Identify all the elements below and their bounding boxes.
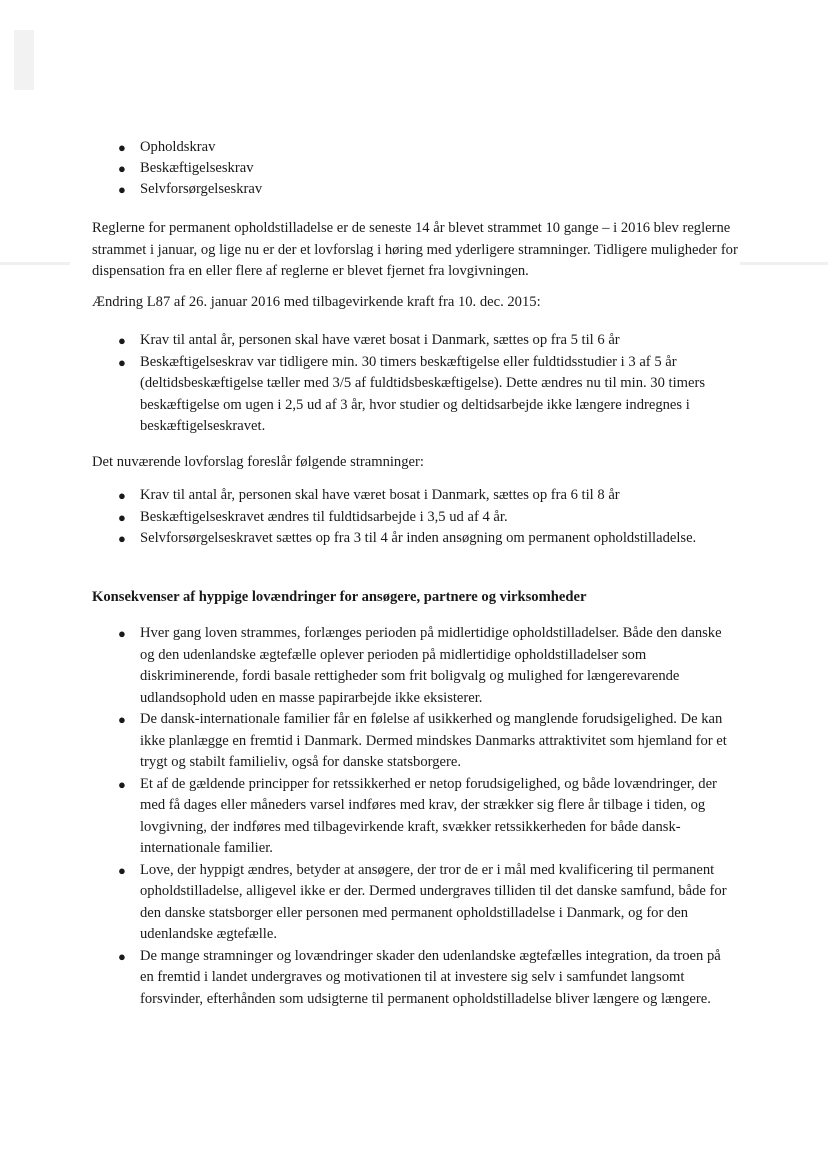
proposal-list	[118, 485, 738, 550]
scan-artifact	[0, 262, 70, 265]
bullet-icon: ●	[118, 354, 126, 370]
bullet-icon: ●	[118, 948, 126, 964]
bullet-icon: ●	[118, 488, 126, 503]
bullet-icon: ●	[118, 161, 126, 176]
requirements-list	[118, 137, 740, 200]
bullet-icon: ●	[118, 776, 126, 792]
section-heading: Konsekvenser af hyppige lovændringer for ansøgere, partnere og virksomheder	[92, 589, 587, 605]
paragraph-amendment-l87: Ændring L87 af 26. januar 2016 med tilbagevirkende kraft fra 10. dec. 2015:	[92, 294, 541, 310]
scan-artifact	[740, 262, 828, 265]
list-item: ● De mange stramninger og lovændringer skader den udenlandske ægtefælles integration, da troen på en fremtid i landet undergraves og motivationen til at investere sig selv i samfundet langsomt forsvinder, efterhånden som udsigterne til permanent opholdstilladelse bliver længere og længere.	[118, 947, 721, 1007]
list-item: ● Krav til antal år, personen skal have været bosat i Danmark, sættes op fra 6 til 8 år	[140, 485, 738, 507]
list-item: ● Beskæftigelseskrav var tidligere min. 30 timers beskæftigelse eller fuldtidsstudier i 3 af 5 år (deltidsbeskæftigelse tæller med 3/5 af fuldtidsbeskæftigelse). Dette ændres nu til min. 30 timers beskæftigelse om ugen i 2,5 ud af 3 år, hvor studier og deltidsarbejde ikke længere indregnes i beskæftigelseskravet.	[118, 353, 706, 434]
scan-artifact	[14, 30, 34, 90]
list-item: ● Beskæftigelseskrav	[140, 158, 740, 179]
bullet-icon: ●	[118, 626, 126, 641]
paragraph-tightening-history: Reglerne for permanent opholdstilladelse er de seneste 14 år blevet strammet 10 gange – i 2016 blev reglerne strammet i januar, og lige nu er der et lovforslag i høring med yderligere stramninger. Tidligere muligheder for dispensation fra en eller flere af reglerne er blevet fjernet fra lovgivningen.	[92, 220, 738, 279]
consequences-list	[118, 623, 738, 1010]
list-item: ● Selvforsørgelseskravet sættes op fra 3 til 4 år inden ansøgning om permanent opholdstilladelse.	[140, 528, 738, 550]
bullet-icon: ●	[118, 509, 126, 525]
amendment-list	[118, 330, 738, 438]
bullet-icon: ●	[118, 862, 126, 878]
bullet-icon: ●	[118, 182, 126, 197]
bullet-icon: ●	[118, 712, 126, 727]
paragraph-current-proposal: Det nuværende lovforslag foreslår følgende stramninger:	[92, 454, 424, 470]
list-item: ● Et af de gældende principper for retssikkerhed er netop forudsigelighed, og både lovændringer, der med få dages eller måneders varsel indføres med krav, der strækker sig flere år tilbage i tiden, og lovgivning, der indføres med tilbagevirkende kraft, svækker retssikkerheden for både dansk-internationale familier.	[118, 775, 717, 856]
list-item: ● Love, der hyppigt ændres, betyder at ansøgere, der tror de er i mål med kvalificering til permanent opholdstilladelse, alligevel ikke er der. Dermed undergraves tilliden til det danske samfund, både for den danske statsborger eller personen med permanent opholdstilladelse i Danmark, og for den udenlandske ægtefælle.	[118, 861, 727, 942]
bullet-icon: ●	[118, 531, 126, 546]
list-item: ● De dansk-internationale familier får en følelse af usikkerhed og manglende forudsigelighed. De kan ikke planlægge en fremtid i Danmark. Dermed mindskes Danmarks attraktivitet som hjemland for et trygt og stabilt familieliv, også for danske statsborgere.	[118, 711, 727, 770]
list-item: ● Krav til antal år, personen skal have været bosat i Danmark, sættes op fra 5 til 6 år	[140, 330, 738, 352]
bullet-icon: ●	[118, 333, 126, 348]
list-item: ● Beskæftigelseskravet ændres til fuldtidsarbejde i 3,5 ud af 4 år.	[140, 507, 738, 529]
list-item: ● Opholdskrav	[140, 137, 740, 158]
list-item: ● Selvforsørgelseskrav	[140, 179, 740, 200]
list-item: ● Hver gang loven strammes, forlænges perioden på midlertidige opholdstilladelser. Både den danske og den udenlandske ægtefælle oplever perioden på midlertidige opholdstilladelser som diskriminerende, fordi basale rettigheder som frit boligvalg og mulighed for længerevarende udlandsophold uden en masse papirarbejde ikke eksisterer.	[118, 625, 722, 706]
bullet-icon: ●	[118, 140, 126, 155]
